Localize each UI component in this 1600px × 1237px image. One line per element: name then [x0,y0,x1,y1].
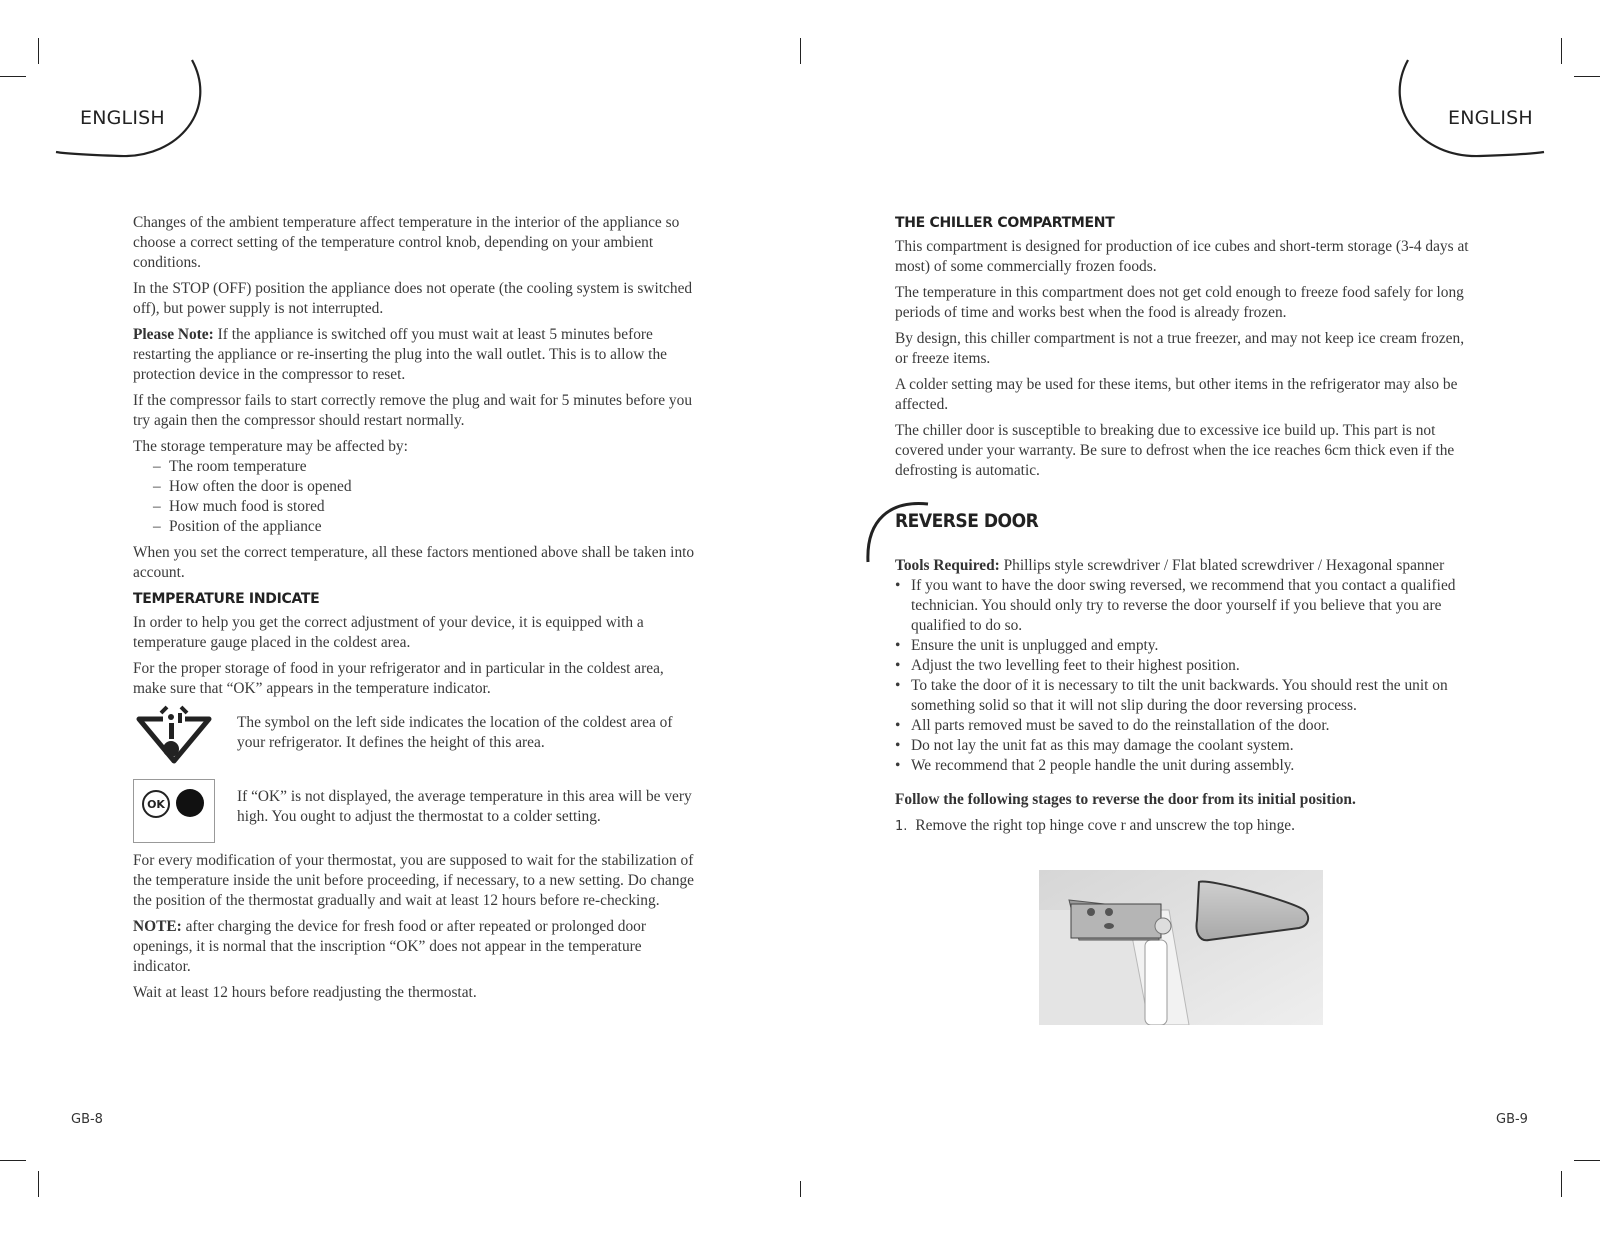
list-item: – How much food is stored [133,497,698,517]
paragraph: Changes of the ambient temperature affect temperature in the interior of the appliance so choose a correct setting of the temperature control knob, depending on your ambient conditions. [133,214,680,271]
reverse-door-heading: REVERSE DOOR [895,510,1039,532]
paragraph: If the compressor fails to start correctly remove the plug and wait for 5 minutes before you try again then the compressor should restart normally. [133,392,693,429]
crop-mark [1574,76,1600,77]
paragraph: This compartment is designed for production of ice cubes and short-term storage (3-4 days at most) of some commercially frozen foods. [895,238,1469,275]
paragraph: The temperature in this compartment does not get cold enough to freeze food safely for long periods of time and works best when the food is already frozen. [895,284,1464,321]
list-item: • We recommend that 2 people handle the unit during assembly. [895,756,1480,776]
bold-lead: Tools Required: [895,557,1000,574]
paragraph [133,325,698,385]
follow-stages-text: Follow the following stages to reverse the door from its initial position. [895,791,1356,808]
crop-mark [0,76,26,77]
list-item: • Do not lay the unit fat as this may damage the coolant system. [895,736,1480,756]
list-item: • Adjust the two levelling feet to their highest position. [895,656,1480,676]
paragraph: In order to help you get the correct adjustment of your device, it is equipped with a temperature gauge placed in the coldest area. [133,614,644,651]
instruction-list [895,576,1480,776]
paragraph: In the STOP (OFF) position the appliance does not operate (the cooling system is switched off), but power supply is not interrupted. [133,280,693,317]
icon-caption: If “OK” is not displayed, the average temperature in this area will be very high. You ought to adjust the thermostat to a colder setting. [237,788,692,825]
list-item: • To take the door of it is necessary to tilt the unit backwards. You should rest the unit on something solid so that it will not slip during the door reversing process. [895,676,1480,716]
list-item: • If you want to have the door swing reversed, we recommend that you contact a qualified technician. You should only try to reverse the door yourself if you believe that you are qualified to do so. [895,576,1480,636]
crop-mark [38,38,39,64]
hinge-photo [1039,870,1323,1025]
step-number: 1. [895,819,908,834]
bold-lead: NOTE: [133,918,182,935]
paragraph: The storage temperature may be affected by: [133,438,408,455]
language-label-left: ENGLISH [80,107,165,129]
paragraph [895,556,1480,576]
crop-mark [38,1171,39,1197]
paragraph: When you set the correct temperature, all these factors mentioned above shall be taken into account. [133,544,695,581]
icon-caption: The symbol on the left side indicates the location of the coldest area of your refrigerator. It defines the height of this area. [237,714,673,751]
coldest-area-icon [133,705,215,771]
crop-mark [1561,1171,1562,1197]
step-text: Remove the right top hinge cove r and unscrew the top hinge. [915,817,1295,834]
page-number-left: GB-8 [71,1112,103,1127]
crop-mark [800,38,801,64]
section-heading: TEMPERATURE INDICATE [133,591,320,607]
ok-indicator-icon [133,779,215,843]
paragraph [895,790,1480,810]
paragraph [133,917,698,977]
crop-mark [1574,1160,1600,1161]
list-item: – Position of the appliance [133,517,698,537]
list-item: • All parts removed must be saved to do the reinstallation of the door. [895,716,1480,736]
bold-lead: Please Note: [133,326,214,343]
section-heading: THE CHILLER COMPARTMENT [895,215,1115,231]
right-column [895,207,1470,487]
paragraph: For every modification of your thermostat, you are supposed to wait for the stabilization of the temperature inside the unit before proceeding, if necessary, to a new setting. Do change the position of the thermostat gradually and wait at least 12 hours before re-checking. [133,852,694,909]
paragraph: A colder setting may be used for these items, but other items in the refrigerator may also be affected. [895,376,1458,413]
paragraph-text: after charging the device for fresh food or after repeated or prolonged door openings, it is normal that the inscription “OK” does not appear in the temperature indicator. [133,918,646,975]
page-number-right: GB-9 [1496,1112,1528,1127]
left-column [133,213,698,1009]
reverse-door-section [895,556,1480,837]
paragraph-text: If the appliance is switched off you must wait at least 5 minutes before restarting the appliance or re-inserting the plug into the wall outlet. This is to allow the protection device in the compressor to reset. [133,326,667,383]
paragraph: Wait at least 12 hours before readjusting the thermostat. [133,984,477,1001]
paragraph: By design, this chiller compartment is not a true freezer, and may not keep ice cream frozen, or freeze items. [895,330,1465,367]
coldest-area-row [133,705,698,771]
paragraph-text: Phillips style screwdriver / Flat blated screwdriver / Hexagonal spanner [999,557,1445,574]
list-item: • Ensure the unit is unplugged and empty. [895,636,1480,656]
list-item: – The room temperature [133,457,698,477]
crop-mark [0,1160,26,1161]
crop-mark [1561,38,1562,64]
paragraph: The chiller door is susceptible to breaking due to excessive ice build up. This part is not covered under your warranty. Be sure to defrost when the ice reaches 6cm thick even if the defrosting is automatic. [895,422,1455,479]
crop-mark [800,1181,801,1197]
ok-symbol: OK [142,790,170,818]
language-label-right: ENGLISH [1448,107,1533,129]
step-item [895,816,1480,837]
ok-indicator-row [133,779,698,843]
paragraph: For the proper storage of food in your refrigerator and in particular in the coldest area, make sure that “OK” appears in the temperature indicator. [133,660,664,697]
factor-list [133,457,698,537]
list-item: – How often the door is opened [133,477,698,497]
filled-dot-icon [176,789,204,817]
